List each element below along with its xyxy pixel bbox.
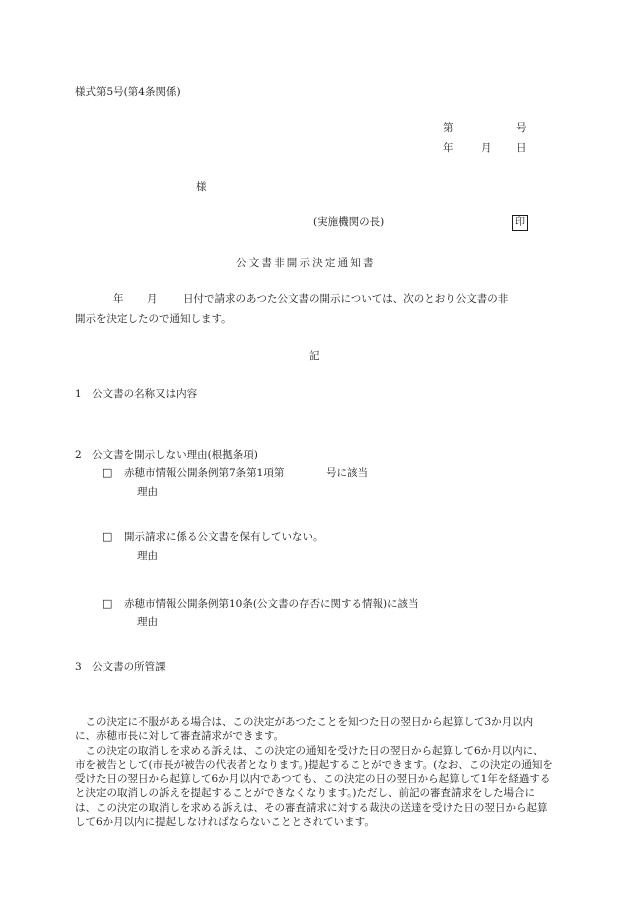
appeal-notice-paragraph-2: この決定の取消しを求める訴えは、この決定の通知を受けた日の翌日から起算して6か月以内に、市を被告として(市長が被告の代表者となります。)提起することができます。(なお、この決定の通知を受けた日の翌日から起算して6か月以内であつても、この決定の日の翌日から起算して1年を経過すると決定の取消しの訴えを提起することができなくなります。)ただし、前記の審査請求をした場合には、この決定の取消しを求める訴えは、その審査請求に対する裁決の送達を受けた日の翌日から起算して6か月以内に提起しなければならないこととされています。	[75, 744, 553, 829]
reason-3-text: 赤穂市情報公開条例第10条(公文書の存否に関する情報)に該当	[124, 598, 419, 610]
reason-1-label: 理由	[137, 486, 158, 498]
reason-1-checkbox[interactable]: □	[102, 466, 113, 479]
date-day: 日	[516, 142, 527, 154]
addressee-suffix: 様	[196, 181, 207, 193]
appeal-notice-paragraph-1: この決定に不服がある場合は、この決定があつたことを知つた日の翌日から起算して3か月以内に、赤穂市長に対して審査請求ができます。	[75, 716, 534, 743]
reason-1-text-b: 号に該当	[326, 467, 368, 479]
ki-heading: 記	[309, 350, 320, 362]
reason-2-text: 開示請求に係る公文書を保有していない。	[124, 531, 324, 543]
reason-2-label: 理由	[137, 550, 158, 562]
seal-mark: 印	[512, 215, 528, 231]
form-number: 様式第5号(第4条関係)	[75, 86, 181, 98]
intro-text-line2: 開示を決定したので通知します。	[75, 313, 232, 325]
document-title: 公文書非開示決定通知書	[236, 257, 376, 269]
section-2-heading: 2 公文書を開示しない理由(根拠条項)	[75, 449, 258, 461]
reason-2-checkbox[interactable]: □	[102, 530, 113, 543]
section-1-heading: 1 公文書の名称又は内容	[75, 388, 198, 400]
date-year: 年	[443, 142, 454, 154]
reason-3-label: 理由	[137, 616, 158, 628]
intro-month: 月	[147, 293, 158, 305]
appeal-notice	[75, 715, 553, 829]
document-number-prefix: 第	[443, 122, 454, 134]
document-number-suffix: 号	[516, 122, 527, 134]
date-month: 月	[481, 142, 492, 154]
reason-1-text-a: 赤穂市情報公開条例第7条第1項第	[124, 467, 285, 479]
issuer-name: (実施機関の長)	[313, 216, 385, 228]
section-3-heading: 3 公文書の所管課	[75, 661, 166, 673]
intro-year: 年	[113, 293, 124, 305]
intro-text-line1: 日付で請求のあつた公文書の開示については、次のとおり公文書の非	[183, 293, 509, 305]
reason-3-checkbox[interactable]: □	[102, 597, 113, 610]
